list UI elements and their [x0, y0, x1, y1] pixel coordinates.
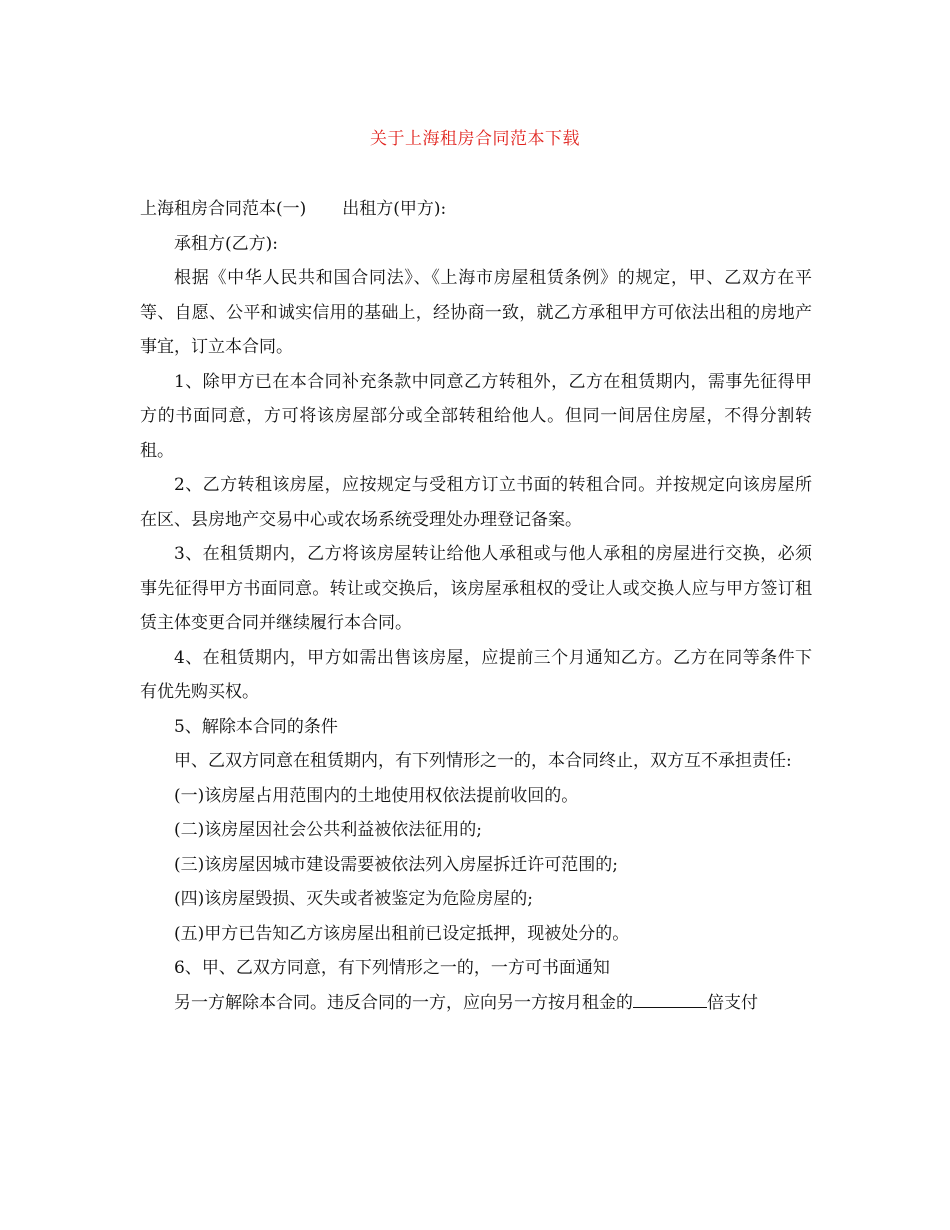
paragraph: (四)该房屋毁损、灭失或者被鉴定为危险房屋的;: [174, 889, 533, 909]
paragraph: 6、甲、乙双方同意，有下列情形之一的，一方可书面通知: [174, 958, 610, 978]
paragraph: (三)该房屋因城市建设需要被依法列入房屋拆迁许可范围的;: [174, 854, 618, 875]
paragraph: 5、解除本合同的条件: [174, 716, 338, 737]
contract-sample-heading: 上海租房合同范本(一): [140, 199, 307, 219]
document-title: 关于上海租房合同范本下载: [370, 129, 580, 149]
paragraph: 1、除甲方已在本合同补充条款中同意乙方转租外，乙方在租赁期内，需事先征得甲方的书面同意，方可将该房屋部分或全部转租给他人。但同一间居住房屋，不得分割转租。: [140, 371, 812, 461]
paragraph: 根据《中华人民共和国合同法》、《上海市房屋租赁条例》的规定，甲、乙双方在平等、自愿、公平和诚实信用的基础上，经协商一致，就乙方承租甲方可依法出租的房地产事宜，订立本合同。: [140, 268, 812, 357]
paragraph: (一)该房屋占用范围内的土地使用权依法提前收回的。: [174, 785, 579, 806]
paragraph: 3、在租赁期内，乙方将该房屋转让给他人承租或与他人承租的房屋进行交换，必须事先征得甲方书面同意。转让或交换后，该房屋承租权的受让人或交换人应与甲方签订租赁主体变更合同并继续履行本合同。: [140, 544, 812, 633]
lessor-label: 出租方(甲方):: [342, 199, 447, 219]
paragraph: 承租方(乙方):: [174, 233, 278, 254]
paragraph: 甲、乙双方同意在租赁期内，有下列情形之一的，本合同终止，双方互不承担责任:: [174, 751, 792, 771]
paragraph: 4、在租赁期内，甲方如需出售该房屋，应提前三个月通知乙方。乙方在同等条件下有优先购买权。: [140, 647, 812, 702]
document-body: [140, 192, 812, 1020]
paragraph: (二)该房屋因社会公共利益被依法征用的;: [174, 820, 482, 840]
last-line: [140, 986, 812, 1021]
fill-in-blank: [633, 993, 707, 1008]
paragraph: 2、乙方转租该房屋，应按规定与受租方订立书面的转租合同。并按规定向该房屋所在区、县房地产交易中心或农场系统受理处办理登记备案。: [140, 475, 812, 530]
first-line: [140, 192, 812, 227]
last-line-tail: 倍支付: [707, 992, 758, 1013]
last-line-text: 另一方解除本合同。违反合同的一方，应向另一方按月租金的: [174, 992, 633, 1013]
paragraph: (五)甲方已告知乙方该房屋出租前已设定抵押，现被处分的。: [174, 923, 630, 944]
